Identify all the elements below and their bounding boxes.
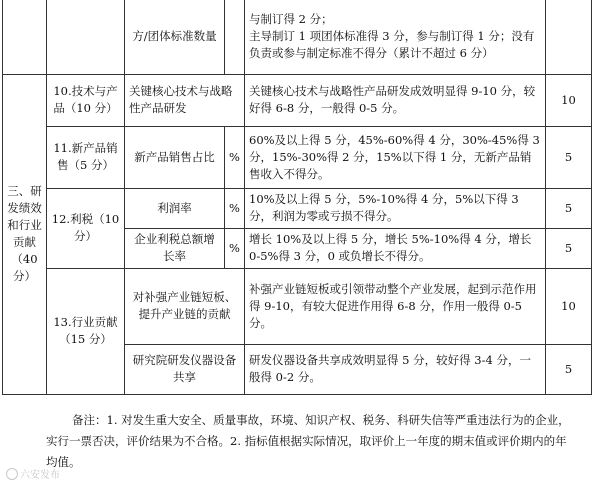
- row-profit: [3, 188, 592, 228]
- row-tech: [3, 74, 592, 126]
- unit-cell-blank: [225, 0, 245, 74]
- rule-newprod: 60%及以上得 5 分，45%-60%得 4 分，30%-45%得 3 分，15%-30%得 2 分，15%以下得 1 分，无新产品销售收入不得分。: [245, 126, 546, 188]
- sub-profit: 12.利税（10 分）: [47, 188, 125, 268]
- row-newprod: [3, 126, 592, 188]
- indicator-chain: 对补强产业链短板、提升产业链的贡献: [125, 268, 245, 344]
- indicator-tech: 关键核心技术与战略性产品研发: [125, 74, 245, 126]
- indicator-tax: 企业利税总额增长率: [125, 228, 225, 268]
- indicator-standard: 方/团体标准数量: [125, 0, 225, 74]
- rule-tax: 增长 10%及以上得 5 分，增长 5%-10%得 4 分，增长 0-5%得 3 分，0 或负增长不得分。: [245, 228, 546, 268]
- indicator-newprod: 新产品销售占比: [125, 126, 225, 188]
- rule-standard: 与制订得 2 分； 主导制订 1 项团体标准得 3 分，参与制订得 1 分；没有负责或参与制定标准不得分（累计不超过 6 分）: [245, 0, 546, 74]
- rule-profit: 10%及以上得 5 分，5%-10%得 4 分，5%以下得 3 分，利润为零或亏损不得分。: [245, 188, 546, 228]
- score-share: 5: [546, 344, 592, 394]
- watermark-logo-icon: [6, 468, 18, 480]
- unit-profit: %: [225, 188, 245, 228]
- sub-newprod: 11.新产品销售（5 分）: [47, 126, 125, 188]
- score-profit: 5: [546, 188, 592, 228]
- score-tech: 10: [546, 74, 592, 126]
- score-chain: 10: [546, 268, 592, 344]
- watermark: [6, 466, 60, 481]
- category-cell-blank: [3, 0, 47, 74]
- score-tax: 5: [546, 228, 592, 268]
- unit-newprod: %: [225, 126, 245, 188]
- sub-contrib: 13.行业贡献（15 分）: [47, 268, 125, 394]
- sub-cell-blank: [47, 0, 125, 74]
- indicator-profit: 利润率: [125, 188, 225, 228]
- score-newprod: 5: [546, 126, 592, 188]
- unit-tax: %: [225, 228, 245, 268]
- rule-chain: 补强产业链短板或引领带动整个产业发展，起到示范作用得 9-10，有较大促进作用得 6-8 分，作用一般得 0-5 分。: [245, 268, 546, 344]
- scoring-table: [2, 0, 592, 395]
- remarks: 备注：1. 对发生重大安全、质量事故，环境、知识产权、税务、科研失信等严重违法行为的企业，实行一票否决，评价结果为不合格。2. 指标值根据实际情况，取评价上一年度的期末值或评价期内的年均值。: [46, 413, 570, 469]
- watermark-text: 六安发布: [20, 470, 60, 481]
- row-chain: [3, 268, 592, 344]
- indicator-share: 研究院研发仪器设备共享: [125, 344, 245, 394]
- rule-tech: 关键核心技术与战略性产品研发成效明显得 9-10 分，较好得 6-8 分，一般得 0-5 分。: [245, 74, 546, 126]
- sub-tech: 10.技术与产品（10 分）: [47, 74, 125, 126]
- score-cell-blank: [546, 0, 592, 74]
- row-standard: [3, 0, 592, 74]
- category-research: 三、研发绩效和行业贡献（40 分）: [3, 74, 47, 394]
- rule-share: 研发仪器设备共享成效明显得 5 分，较好得 3-4 分，一般得 0-2 分。: [245, 344, 546, 394]
